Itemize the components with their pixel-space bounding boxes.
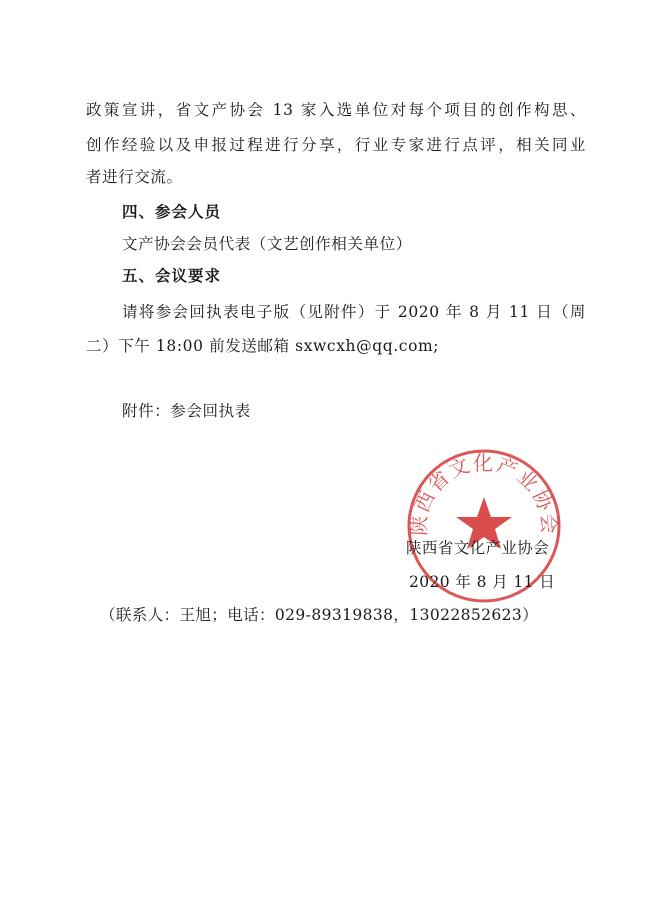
requirements-line: 请将参会回执表电子版（见附件）于 2020 年 8 月 11 日（周 bbox=[122, 303, 586, 321]
contact-info: （联系人：王旭；电话：029-89319838，13022852623） bbox=[100, 606, 539, 624]
paragraph-line: 政策宣讲，省文产协会 13 家入选单位对每个项目的创作构思、 bbox=[86, 101, 586, 119]
section-heading-attendees: 四、参会人员 bbox=[122, 203, 222, 221]
seal-arc-text: 陕西省文化产业协会 bbox=[406, 450, 562, 537]
paragraph-line: 创作经验以及申报过程进行分享，行业专家进行点评，相关同业 bbox=[86, 136, 586, 154]
signature-date: 2020 年 8 月 11 日 bbox=[409, 573, 556, 591]
paragraph-line: 者进行交流。 bbox=[86, 168, 183, 186]
requirements-line: 二）下午 18:00 前发送邮箱 sxwcxh@qq.com; bbox=[86, 337, 440, 355]
signature-organization: 陕西省文化产业协会 bbox=[406, 539, 550, 557]
attendees-text: 文产协会会员代表（文艺创作相关单位） bbox=[122, 235, 412, 253]
section-heading-requirements: 五、会议要求 bbox=[122, 267, 222, 285]
attachment-note: 附件：参会回执表 bbox=[122, 402, 251, 420]
